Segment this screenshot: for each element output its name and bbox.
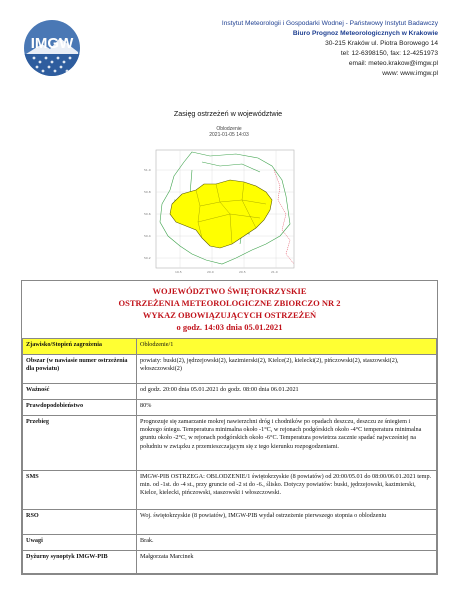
map-title: Zasięg ostrzeżeń w województwie [173, 109, 283, 118]
table-row [23, 339, 437, 355]
table-row [23, 510, 437, 535]
email[interactable]: email: meteo.krakow@imgw.pl [348, 59, 438, 67]
warning-document [21, 280, 438, 575]
row-value: Oblodzenie/1 [137, 339, 437, 355]
row-value: od godz. 20:00 dnia 05.01.2021 do godz. 08:00 dnia 06.01.2021 [137, 384, 437, 400]
map-caption-type: Oblodzenie [216, 126, 242, 132]
row-key: Ważność [23, 384, 137, 400]
institute-name: Instytut Meteorologii i Gospodarki Wodnej - Państwowy Instytut Badawczy [221, 20, 438, 27]
svg-text:50.2: 50.2 [144, 256, 151, 260]
address: 30-215 Kraków ul. Piotra Borowego 14 [325, 39, 438, 47]
imgw-logo [22, 18, 82, 78]
row-value: Małgorzata Marcinek [137, 551, 437, 574]
row-key: Obszar (w nawiasie numer ostrzeżenia dla powiatu) [23, 355, 137, 384]
row-value: IMGW-PIB OSTRZEGA: OBLODZENIE/1 świętokrzyskie (8 powiatów) od 20:00/05.01 do 08:00/06.01.2021 temp. min. od -1st. do -4 st., przy gruncie od -2 st do -6., ślisko. Dotyczy powiatów: buski, jędrzejowski, kazimierski, Kielce, kielecki, pińczowski, staszowski i włoszczowski. [137, 471, 437, 510]
svg-text:50.6: 50.6 [144, 212, 151, 216]
svg-text:20.5: 20.5 [239, 270, 246, 274]
svg-text:51.0: 51.0 [144, 168, 151, 172]
issue-time: o godz. 14:03 dnia 05.01.2021 [176, 322, 283, 332]
collective-warning-title: OSTRZEŻENIA METEOROLOGICZNE ZBIORCZO NR 2 [118, 298, 341, 308]
svg-text:50.4: 50.4 [144, 234, 151, 238]
warning-table [22, 338, 437, 574]
row-value: Prognozuje się zamarzanie mokrej nawierzchni dróg i chodników po opadach deszczu, deszczu ze śniegiem i mokrego śniegu. Temperatura minimalna około -1°C, w rejonach podgórskich około -4°C temperatura minimalna gruntu około -2°C, w rejonach podgórskich około -6°C. Temperatura powietrza zacznie spadać najwcześniej na południu w związku z przemieszczającym się z tego kierunku rozpogodzeniami. [137, 416, 437, 471]
row-value: 80% [137, 400, 437, 416]
map-graphic [140, 140, 318, 276]
phone-fax: tel: 12-6398150, fax: 12-4251973 [340, 49, 438, 57]
row-key: Prawdopodobieństwo [23, 400, 137, 416]
row-key: Dyżurny synoptyk IMGW-PIB [23, 551, 137, 574]
row-key: Zjawisko/Stopień zagrożenia [23, 339, 137, 355]
table-row [23, 400, 437, 416]
table-row [23, 535, 437, 551]
row-value: Brak. [137, 535, 437, 551]
table-row [23, 355, 437, 384]
svg-text:19.5: 19.5 [175, 270, 182, 274]
svg-text:20.0: 20.0 [207, 270, 214, 274]
logo-text: IMGW [30, 35, 74, 52]
warning-map [140, 126, 318, 276]
row-key: SMS [23, 471, 137, 510]
institute-header [118, 19, 438, 78]
svg-text:50.8: 50.8 [144, 190, 151, 194]
row-key: RSO [23, 510, 137, 535]
table-row [23, 416, 437, 471]
warning-heading [22, 281, 437, 338]
table-row [23, 471, 437, 510]
table-row [23, 551, 437, 574]
table-row [23, 384, 437, 400]
map-caption-date: 2021-01-05 14:03 [209, 132, 249, 138]
office-name: Biuro Prognoz Meteorologicznych w Krakowie [292, 29, 438, 37]
row-key: Przebieg [23, 416, 137, 471]
website[interactable]: www: www.imgw.pl [382, 69, 438, 77]
row-value: Woj. świętokrzyskie (8 powiatów), IMGW-PIB wydał ostrzeżenie pierwszego stopnia o oblodzeniu [137, 510, 437, 535]
row-key: Uwagi [23, 535, 137, 551]
svg-text:21.0: 21.0 [271, 270, 278, 274]
row-value: powiaty: buski(2), jędrzejowski(2), kazimierski(2), Kielce(2), kielecki(2), pińczowski(2), staszowski(2), włoszczowski(2) [137, 355, 437, 384]
voivodeship-title: WOJEWÓDZTWO ŚWIĘTOKRZYSKIE [152, 286, 307, 296]
warning-list-title: WYKAZ OBOWIĄZUJĄCYCH OSTRZEŻEŃ [142, 310, 317, 320]
